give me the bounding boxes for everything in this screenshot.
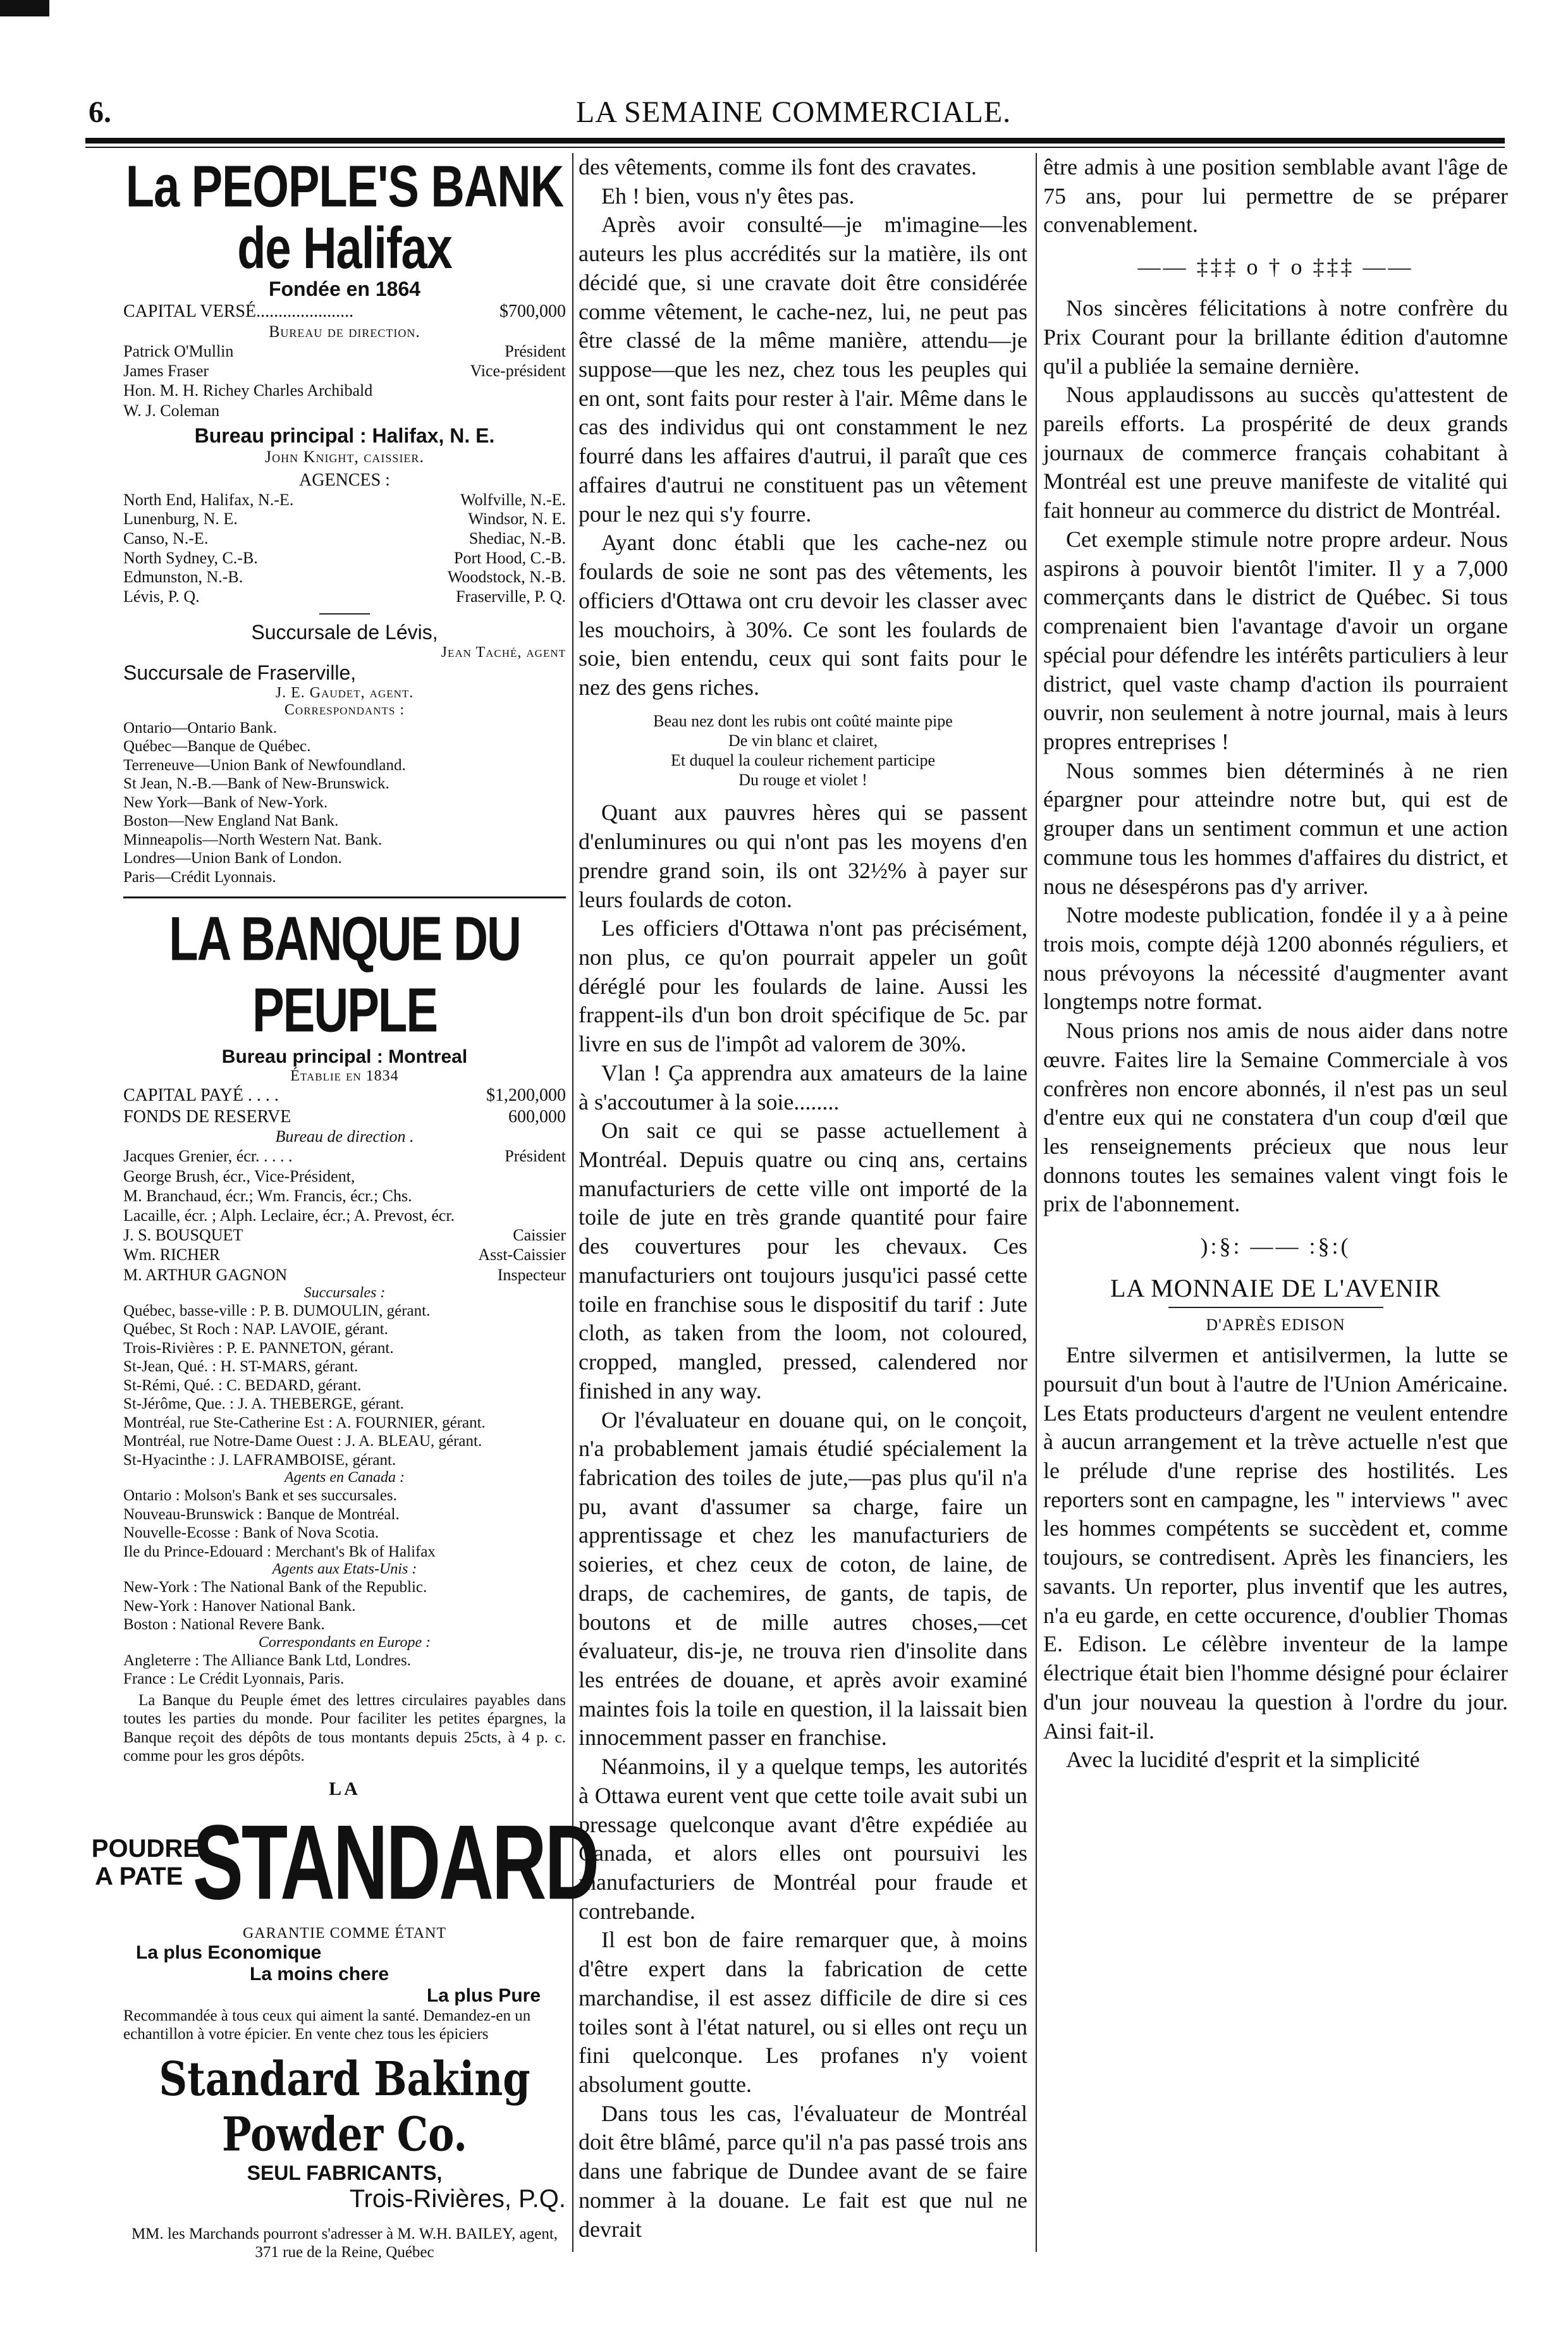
item-name: Hon. M. H. Richey Charles Archibald: [123, 381, 373, 400]
paragraph: Entre silvermen et antisilvermen, la lutte se poursuit d'un bout à l'autre de l'Union Américaine. Les Etats producteurs d'argent ne veulent entendre à aucun arrangement et la trève actuelle n'est que le prélude d'une reprise des hostilités. Les reporters sont en campagne, les " interviews " avec les hommes compétents se succèdent et, comme toujours, se contredisent. Après les financiers, les savants. Un reporter, plus inventif que les autres, n'a eu garde, en cette occurence, d'oublier Thomas E. Edison. Le célèbre inventeur de la lampe électrique était bien l'homme désigné pour éclairer d'un jour nouveau la question à l'ordre du jour. Ainsi fait-il.: [1043, 1342, 1508, 1744]
capital-line: [123, 1085, 566, 1106]
direction-heading: Bureau de direction .: [275, 1127, 414, 1146]
editorial-paragraphs: [1043, 294, 1508, 1219]
company-name: Standard Baking Powder Co.: [159, 2051, 530, 2162]
paragraph: On sait ce qui se passe actuellement à Montréal. Depuis quatre ou cinq ans, certains manufacturiers de cette ville ont importé de la toile de jute en très grande quantité pour faire des couvertures pour les chevaux. Ces manufacturiers ont toujours jusqu'ici passé cette toile en franchise sous le dispositif du tarif : Jute cloth, as taken from the loom, not coloured, cropped, mangled, pressed, calendered nor finished in any way.: [579, 1118, 1027, 1404]
head-office: Bureau principal : Montreal: [221, 1046, 468, 1068]
agent-item: Ile du Prince-Edouard : Merchant's Bk of Halifax: [123, 1543, 436, 1560]
article-paragraphs: [1043, 153, 1508, 240]
officers-list: [123, 341, 566, 420]
agence-item: Lunenburg, N. E.: [123, 510, 238, 529]
item-role: Président: [505, 341, 566, 360]
item-name: J. S. BOUSQUET: [123, 1226, 243, 1245]
agent-item: Nouvelle-Ecosse : Bank of Nova Scotia.: [123, 1524, 379, 1542]
ad-text: Recommandée à tous ceux qui aiment la santé. Demandez-en un echantillon à votre épicier. En vente chez tous les épiciers: [123, 2007, 531, 2043]
article-paragraphs: [579, 798, 1027, 2244]
claim-1: La plus Economique: [136, 1942, 322, 1963]
correspondant-item: Londres—Union Bank of London.: [123, 850, 342, 867]
list-item: [123, 401, 566, 420]
list-item: [123, 1186, 566, 1206]
agences-list: [123, 491, 566, 607]
fraserville-agent: J. E. Gaudet, agent.: [275, 684, 414, 701]
paragraph: Vlan ! Ça apprendra aux amateurs de la laine à s'accoutumer à la soie........: [579, 1060, 1027, 1115]
divider: [319, 613, 370, 615]
paragraph: Après avoir consulté—je m'imagine—les auteurs les plus accrédités sur la matière, ils ont décidé que, si une cravate doit être considérée comme vêtement, le cache-nez, lui, ne peut pas être classé de la même manière, attendu—je suppose—que les nez, chez tous les peuples qui en ont, sont faits pour rester à l'air. Même dans le cas des individus qui ont constamment le nez fourré dans les affaires d'autrui, il paraît que ces affaires d'autrui ne constituent pas un vêtement pour le nez qui s'y fourre.: [579, 212, 1027, 527]
paragraph: Notre modeste publication, fondée il y a à peine trois mois, compte déjà 1200 abonnés réguliers, et nous prévoyons la nécessité d'augmenter avant longtemps notre format.: [1043, 902, 1508, 1015]
article-paragraphs: [1043, 1341, 1508, 1775]
agence-item: Port Hood, C.-B.: [454, 548, 566, 567]
directors-list: [123, 1146, 566, 1284]
list-item: [123, 1206, 566, 1225]
agent-item: Nouveau-Brunswick : Banque de Montréal.: [123, 1505, 400, 1523]
item-role: Inspecteur: [497, 1265, 566, 1284]
head-office: Bureau principal : Halifax, N. E.: [194, 424, 495, 447]
cashier-line: John Knight, caissier.: [265, 447, 424, 466]
agence-item: Lévis, P. Q.: [123, 587, 200, 606]
succursale-item: Québec, St Roch : NAP. LAVOIE, gérant.: [123, 1321, 388, 1338]
agence-item: North Sydney, C.-B.: [123, 548, 258, 567]
correspondants-list: [123, 1651, 566, 1689]
paragraph: Dans tous les cas, l'évaluateur de Montréal doit être blâmé, parce qu'il n'a pas passé trois ans dans une fabrique de Dundee avant de se faire nommer à la douane. Le fait est que nul ne devrait: [579, 2100, 1027, 2242]
city-line: Trois-Rivières, P.Q.: [349, 2184, 566, 2213]
agents-us-list: [123, 1578, 566, 1634]
section-subtitle: D'APRÈS EDISON: [1206, 1316, 1345, 1335]
claim-3: La plus Pure: [426, 1985, 541, 2006]
correspondant-item: Ontario—Ontario Bank.: [123, 719, 278, 737]
item-name: James Fraser: [123, 362, 209, 381]
list-item: [123, 1225, 566, 1245]
correspondant-item: France : Le Crédit Lyonnais, Paris.: [123, 1670, 345, 1688]
correspondants-list: [123, 719, 566, 887]
verse-line: De vin blanc et clairet,: [728, 731, 878, 750]
capital-label: CAPITAL PAYÉ . . . .: [123, 1086, 279, 1106]
verse-line: Et duquel la couleur richement participe: [671, 751, 935, 770]
agence-item: North End, Halifax, N.-E.: [123, 490, 294, 509]
ad-separator: [123, 896, 566, 898]
advertisement-column: [91, 153, 598, 2261]
correspondant-item: Paris—Crédit Lyonnais.: [123, 868, 276, 886]
ad-footer: MM. les Marchands pourront s'adresser à M. W.H. BAILEY, agent, 371 rue de la Reine, Québec: [131, 2225, 558, 2261]
founded-line: Fondée en 1864: [268, 278, 421, 301]
standard-powder-ad: [91, 1778, 598, 2262]
paragraph: Cet exemple stimule notre propre ardeur. Nous aspirons à pouvoir bientôt l'imiter. Il y a 7,000 commerçants dans le district de Québec. Si tous comprenaient bien l'avantage d'avoir un organe spécial pour défendre les intérêts particuliers à leur district, quel vaste champ d'action ils pourraient ouvrir, non seulement à notre journal, mais à leurs propres entreprises !: [1043, 526, 1508, 754]
agent-item: New-York : Hanover National Bank.: [123, 1597, 356, 1615]
corner-ink-mark: [0, 0, 49, 16]
standard-heading: [91, 1802, 598, 1922]
column-divider: [572, 153, 573, 2252]
paragraph: Or l'évaluateur en douane qui, on le conçoit, n'a probablement jamais étudié spécialement la fabrication des toiles de jute,—pas plus qu'il n'a pu, avant d'assumer sa charge, faire un apprentissage et chez les manufacturiers de soieries, et chez ceux de coton, de laine, de draps, de cachemires, de gants, de tapis, de boutons et de mille autres choses,—cet évaluateur, dis-je, ne trouva rien d'insolite dans les entrées de douane, et après avoir examiné maintes fois la toile en question, il la laissait bien innocemment passer en franchise.: [579, 1407, 1027, 1751]
item-name: Patrick O'Mullin: [123, 341, 234, 360]
ornament-divider: ):§: —— :§:(: [1200, 1233, 1351, 1259]
ad-title: LA BANQUE DU PEUPLE: [169, 904, 520, 1046]
paragraph: Quant aux pauvres hères qui se passent d'enluminures ou qui n'ont pas les moyens d'en prendre grand soin, ils ont 32½% à payer sur leurs foulards de coton.: [579, 800, 1027, 912]
paragraph: Il est bon de faire remarquer que, à moins d'être expert dans la fabrication de cette marchandise, il est assez difficile de dire si ces toiles sont à l'état naturel, ou si elles ont reçu un fini quelconque. Les profanes n'y voient absolument goutte.: [579, 1927, 1027, 2098]
header-rule-thin: [85, 147, 1505, 148]
item-role: Président: [505, 1147, 566, 1166]
agences-heading: AGENCES :: [299, 470, 390, 490]
item-role: Asst-Caissier: [478, 1245, 566, 1264]
succursale-item: St-Jérôme, Que. : J. A. THEBERGE, gérant.: [123, 1395, 404, 1413]
succursale-item: Montréal, rue Ste-Catherine Est : A. FOURNIER, gérant.: [123, 1414, 486, 1431]
verse-line: Beau nez dont les rubis ont coûté mainte pipe: [653, 711, 953, 730]
running-title: LA SEMAINE COMMERCIALE.: [575, 95, 1012, 129]
agence-item: Wolfville, N.-E.: [460, 490, 566, 509]
list-item: [123, 381, 566, 400]
capital-line: [123, 301, 566, 322]
list-item: [123, 1166, 566, 1186]
levis-agent: Jean Taché, agent: [441, 644, 566, 661]
makers-line: SEUL FABRICANTS,: [247, 2161, 443, 2184]
reserve-value: 600,000: [508, 1106, 566, 1127]
item-name: M. Branchaud, écr.; Wm. Francis, écr.; Chs.: [123, 1186, 412, 1205]
list-item: [123, 1245, 566, 1264]
ornament-divider: —— ‡‡‡ o † o ‡‡‡ ——: [1137, 254, 1414, 280]
banque-du-peuple-ad: [123, 904, 566, 1766]
capital-value: $1,200,000: [486, 1086, 566, 1106]
article-paragraphs: [579, 153, 1027, 702]
direction-heading: Bureau de direction.: [269, 322, 420, 341]
paragraph: Nous prions nos amis de nous aider dans notre œuvre. Faites lire la Semaine Commerciale à vos confrères non encore abonnés, il n'est pas un seul d'entre eux qui ne constatera d'un coup d'œil que les renseignements précieux que nous leur donnons toutes les semaines valent vingt fois le prix de l'abonnement.: [1043, 1018, 1508, 1217]
paragraph: Néanmoins, il y a quelque temps, les autorités à Ottawa eurent vent que cette toile avait subi un pressage quelconque avant d'être expédiée au Canada, et alors elles ont poursuivi les manufacturiers de Montréal pour fraude et contrebande.: [579, 1754, 1027, 1924]
article-column-2: [579, 153, 1027, 2254]
established-line: Établie en 1834: [290, 1068, 399, 1085]
la-logo: LA: [329, 1778, 360, 1799]
list-item: [123, 341, 566, 361]
paragraph: être admis à une position semblable avant l'âge de 75 ans, pour lui permettre de se préparer convenablement.: [1043, 154, 1508, 238]
header-rule-thick: [85, 138, 1505, 144]
reserve-line: [123, 1106, 566, 1128]
item-name: M. ARTHUR GAGNON: [123, 1265, 288, 1284]
article-column-3: [1043, 153, 1508, 2254]
agence-item: Canso, N.-E.: [123, 529, 209, 548]
section-title: LA MONNAIE DE L'AVENIR: [1110, 1274, 1441, 1303]
paragraph: Les officiers d'Ottawa n'ont pas précisément, non plus, ce qu'on pourrait appeler un goût déréglé pour les foulards de laine. Aussi les frappent-ils d'un bon droit spécifique de 5c. par livre en sus de l'impôt ad valorem de 30%.: [579, 915, 1027, 1057]
item-role: Vice-président: [470, 362, 566, 381]
correspondant-item: Québec—Banque de Québec.: [123, 738, 311, 756]
list-item: [123, 1146, 566, 1166]
capital-value: $700,000: [499, 302, 566, 322]
verse-quote: [579, 711, 1027, 790]
standard-wordmark: STANDARD: [192, 1802, 598, 1922]
succursale-item: Trois-Rivières : P. E. PANNETON, gérant.: [123, 1339, 394, 1357]
succursale-item: St-Jean, Qué. : H. ST-MARS, gérant.: [123, 1358, 358, 1376]
agence-item: Fraserville, P. Q.: [455, 587, 566, 606]
paragraph: des vêtements, comme ils font des cravates.: [579, 154, 977, 180]
garantie-line: GARANTIE COMME ÉTANT: [242, 1924, 447, 1942]
agence-item: Windsor, N. E.: [468, 510, 566, 529]
succursales-list: [123, 1302, 566, 1470]
agence-item: Woodstock, N.-B.: [447, 568, 566, 587]
page-header: [89, 95, 1498, 133]
bank-note: La Banque du Peuple émet des lettres circulaires payables dans toutes les parties du monde. Pour faciliter les petites épargnes, la Banque reçoit des dépôts de tous montants depuis 25cts, à 4 p. c. comme pour les gros dépôts.: [123, 1691, 566, 1765]
succursales-heading: Succursales :: [303, 1284, 386, 1301]
paragraph: Nos sincères félicitations à notre confrère du Prix Courant pour la brillante édition d'automne qu'il a publiée la semaine dernière.: [1043, 295, 1508, 379]
paragraph: Eh ! bien, vous n'y êtes pas.: [601, 183, 855, 209]
correspondants-heading: Correspondants en Europe :: [258, 1634, 431, 1651]
item-name: Lacaille, écr. ; Alph. Leclaire, écr.; A. Prevost, écr.: [123, 1206, 455, 1225]
paragraph: Nous applaudissons au succès qu'attestent de pareils efforts. La prospérité de deux grands journaux de commerce français cohabitant à Montréal est une preuve manifeste de vitalité qui fait honneur au commerce du district de Montréal.: [1043, 382, 1508, 523]
agents-canada-list: [123, 1486, 566, 1561]
agent-item: Ontario : Molson's Bank et ses succursales.: [123, 1487, 397, 1505]
succursale-item: Québec, basse-ville : P. B. DUMOULIN, gérant.: [123, 1302, 431, 1319]
correspondant-item: Boston—New England Nat Bank.: [123, 812, 339, 830]
correspondant-item: New York—Bank of New-York.: [123, 793, 328, 811]
item-name: Wm. RICHER: [123, 1245, 221, 1264]
correspondant-item: St Jean, N.-B.—Bank of New-Brunswick.: [123, 775, 389, 793]
correspondant-item: Minneapolis—North Western Nat. Bank.: [123, 831, 383, 848]
paragraph: Nous sommes bien déterminés à ne rien épargner pour atteindre notre but, qui est de grouper dans un sentiment commun et une action commune tous les hommes d'affaires du district, et nous ne désespérons pas d'y arriver.: [1043, 757, 1508, 899]
levis-branch-title: Succursale de Lévis,: [251, 620, 438, 644]
item-role: Caissier: [513, 1226, 566, 1245]
item-name: W. J. Coleman: [123, 401, 220, 420]
item-name: George Brush, écr., Vice-Président,: [123, 1166, 355, 1185]
page-number: 6.: [89, 95, 111, 129]
peoples-bank-ad: [123, 153, 566, 886]
correspondant-item: Terreneuve—Union Bank of Newfoundland.: [123, 756, 406, 774]
agence-item: Edmunston, N.-B.: [123, 568, 243, 587]
paragraph: Ayant donc établi que les cache-nez ou foulards de soie ne sont pas des vêtements, les officiers d'Ottawa ont cru devoir les classer avec les mouchoirs, à 30%. Ce sont les foulards de soie, bien entendu, ceux qui sont faits pour le nez des gens riches.: [579, 530, 1027, 700]
fraserville-branch-title: Succursale de Fraserville,: [123, 661, 357, 684]
verse-line: Du rouge et violet !: [738, 771, 867, 790]
title-rule: [1168, 1307, 1383, 1308]
agent-item: Boston : National Revere Bank.: [123, 1616, 325, 1634]
list-item: [123, 1265, 566, 1285]
paragraph: Avec la lucidité d'esprit et la simplicité: [1066, 1747, 1420, 1773]
agent-item: New-York : The National Bank of the Republic.: [123, 1579, 427, 1596]
agents-us-heading: Agents aux Etats-Unis :: [272, 1561, 417, 1578]
succursale-item: St-Rémi, Qué. : C. BEDARD, gérant.: [123, 1376, 362, 1394]
claim-2: La moins chere: [250, 1963, 389, 1985]
poudre-label: POUDRE A PATE: [91, 1834, 200, 1890]
correspondant-item: Angleterre : The Alliance Bank Ltd, Londres.: [123, 1651, 411, 1669]
list-item: [123, 361, 566, 381]
succursale-item: Montréal, rue Notre-Dame Ouest : J. A. BLEAU, gérant.: [123, 1433, 482, 1450]
succursale-item: St-Hyacinthe : J. LAFRAMBOISE, gérant.: [123, 1451, 396, 1469]
capital-label: CAPITAL VERSÉ......................: [123, 302, 354, 322]
item-name: Jacques Grenier, écr. . . . .: [123, 1147, 293, 1166]
agents-canada-heading: Agents en Canada :: [285, 1469, 405, 1486]
column-divider: [1036, 153, 1037, 2252]
agence-item: Shediac, N.-B.: [469, 529, 566, 548]
ad-title: La PEOPLE'S BANK de Halifax: [125, 153, 564, 281]
reserve-label: FONDS DE RESERVE: [123, 1106, 291, 1127]
correspondants-heading: Correspondants :: [284, 701, 405, 718]
